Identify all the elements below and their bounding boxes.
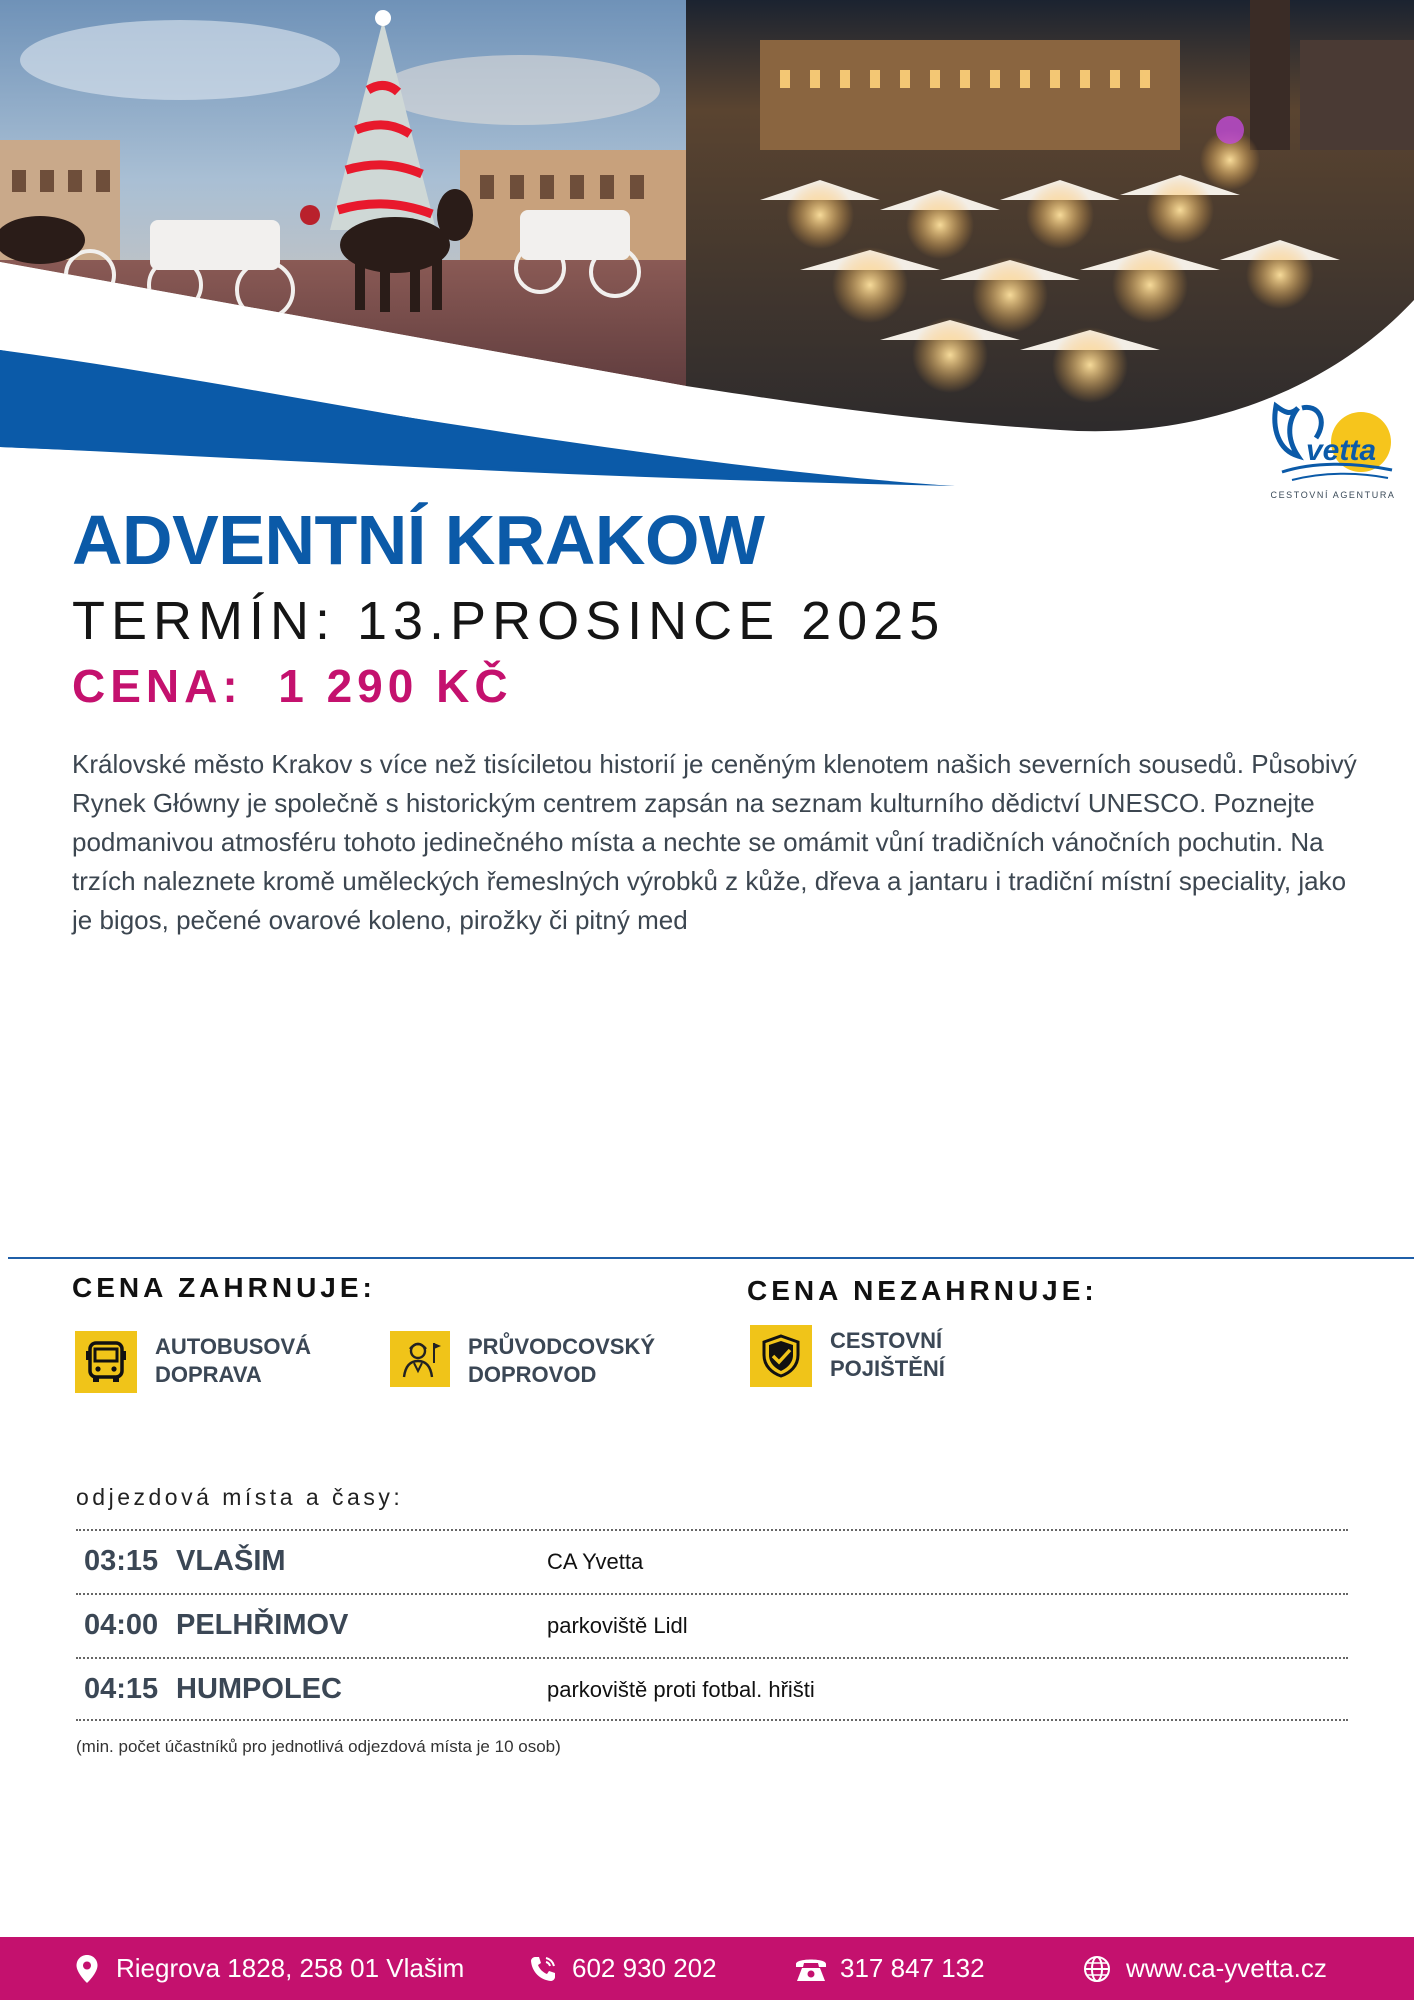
footer-website[interactable] <box>1080 1937 1327 2000</box>
phone-icon <box>526 1952 560 1986</box>
christmas-market-photo <box>686 0 1414 440</box>
included-item-bus <box>75 1331 311 1393</box>
included-heading: CENA ZAHRNUJE: <box>72 1272 376 1303</box>
company-logo <box>1268 398 1398 506</box>
yvetta-logo-icon <box>1268 398 1398 488</box>
footer-phone1-text[interactable]: 602 930 202 <box>572 1953 717 1983</box>
hero-illustration <box>0 0 1414 500</box>
excluded-item-line2: POJIŠTĚNÍ <box>830 1356 945 1381</box>
departure-time: 04:15 <box>84 1673 159 1705</box>
departures-note: (min. počet účastníků pro jednotlivá odjezdová místa je 10 osob) <box>76 1737 561 1756</box>
location-pin-icon <box>70 1952 104 1986</box>
departure-city: PELHŘIMOV <box>176 1609 349 1641</box>
departure-place: parkoviště Lidl <box>547 1613 688 1638</box>
logo-word: vetta <box>1306 434 1377 467</box>
bus-icon <box>75 1331 137 1393</box>
excluded-item-insurance <box>750 1325 945 1387</box>
table-row <box>76 1657 1348 1721</box>
excluded-heading: CENA NEZAHRNUJE: <box>747 1275 1098 1306</box>
footer-phone2-text[interactable]: 317 847 132 <box>840 1953 985 1983</box>
departures-heading: odjezdová místa a časy: <box>76 1484 404 1510</box>
footer-phone-landline[interactable] <box>794 1937 985 2000</box>
section-divider <box>8 1257 1414 1259</box>
excluded-item-line1: CESTOVNÍ <box>830 1328 943 1353</box>
footer-address-text: Riegrova 1828, 258 01 Vlašim <box>116 1953 465 1983</box>
footer-phone-mobile[interactable] <box>526 1937 717 2000</box>
table-row <box>76 1593 1348 1657</box>
footer-web-text[interactable]: www.ca-yvetta.cz <box>1126 1953 1327 1983</box>
included-item-line2: DOPROVOD <box>468 1362 597 1387</box>
departure-city: HUMPOLEC <box>176 1673 342 1705</box>
departure-place: CA Yvetta <box>547 1549 644 1574</box>
departures-table <box>76 1529 1348 1721</box>
departure-time: 04:00 <box>84 1609 159 1641</box>
shield-icon <box>750 1325 812 1387</box>
departure-city: VLAŠIM <box>176 1545 286 1577</box>
footer-address <box>70 1937 464 2000</box>
included-item-guide <box>390 1331 655 1389</box>
logo-caption: CESTOVNÍ AGENTURA <box>1270 490 1396 500</box>
trip-description: Královské město Krakov s více než tisíciletou historií je ceněným klenotem našich severních sousedů. Působivý Rynek Główny je společně s historickým centrem zapsán na seznam kulturního dědictví UNESCO. Poznejte podmanivou atmosféru tohoto jedinečného místa a nechte se omámit vůní tradičních vánočních pochutin. Na trzích naleznete kromě uměleckých řemeslných výrobků z kůže, dřeva a jantaru i tradiční místní speciality, jako je bigos, pečené ovarové koleno, pirožky či pitný med <box>72 749 1357 935</box>
guide-icon <box>390 1331 450 1387</box>
table-row <box>76 1529 1348 1593</box>
included-item-line1: PRŮVODCOVSKÝ <box>468 1334 656 1359</box>
hero-photos <box>0 0 1414 500</box>
contact-footer <box>0 1937 1414 2000</box>
page-title: ADVENTNÍ KRAKOW <box>72 501 765 579</box>
trip-date: TERMÍN: 13.PROSINCE 2025 <box>72 591 946 651</box>
telephone-icon <box>794 1952 828 1986</box>
trip-price: CENA: 1 290 KČ <box>72 660 513 712</box>
globe-icon <box>1080 1952 1114 1986</box>
departure-place: parkoviště proti fotbal. hřišti <box>547 1677 815 1702</box>
departure-time: 03:15 <box>84 1545 159 1577</box>
included-item-line2: DOPRAVA <box>155 1362 262 1387</box>
included-item-line1: AUTOBUSOVÁ <box>155 1334 312 1359</box>
